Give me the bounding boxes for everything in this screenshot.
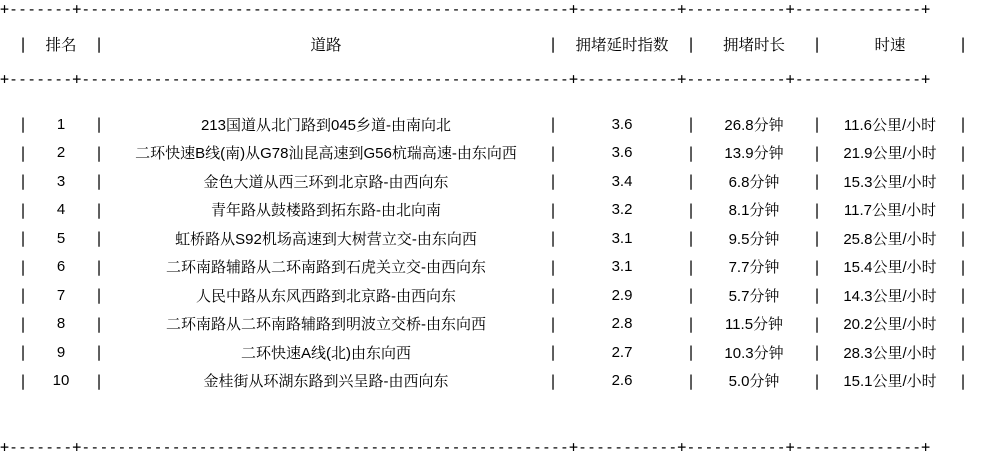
- cell-index: 2.7: [611, 343, 633, 361]
- row-separator-5: |: [958, 286, 968, 305]
- row-separator-2: |: [548, 200, 558, 219]
- rule-line-bottom: +-------+------------------------------------------------------+-----------+-----------+--------------+: [0, 438, 931, 456]
- cell-rank: 7: [56, 286, 66, 304]
- rule-line-top: +-------+------------------------------------------------------+-----------+-----------+--------------+: [0, 0, 931, 18]
- row-pad-right: [970, 310, 986, 339]
- cell-duration: 5.7分钟: [728, 287, 780, 305]
- cell-speed: 15.4公里/小时: [843, 259, 937, 277]
- row-separator-5: |: [958, 314, 968, 333]
- row-separator-1: |: [94, 143, 104, 162]
- cell-index: 3.6: [611, 115, 633, 133]
- row-separator-0: |: [18, 314, 28, 333]
- cell-rank: 1: [56, 115, 66, 133]
- cell-duration: 26.8分钟: [724, 116, 784, 134]
- row-separator-4: |: [812, 172, 822, 191]
- cell-speed: 20.2公里/小时: [843, 316, 937, 334]
- row-pad-left: [0, 139, 16, 168]
- row-pad-right: [970, 167, 986, 196]
- table-header-row: [0, 18, 986, 70]
- row-separator-0: |: [18, 172, 28, 191]
- cell-duration: 7.7分钟: [728, 259, 780, 277]
- table-row[interactable]: [0, 196, 986, 225]
- separator-4: |: [812, 35, 822, 53]
- row-pad-right: [970, 367, 986, 396]
- header-speed: 时速: [874, 37, 906, 54]
- row-separator-1: |: [94, 343, 104, 362]
- row-separator-0: |: [18, 143, 28, 162]
- cell-rank: 10: [52, 372, 70, 390]
- table-spacer: [0, 88, 986, 110]
- cell-road: 金色大道从西三环到北京路-由西向东: [203, 173, 449, 191]
- row-pad-right: [970, 139, 986, 168]
- row-separator-3: |: [686, 371, 696, 390]
- row-separator-4: |: [812, 343, 822, 362]
- table-row[interactable]: [0, 281, 986, 310]
- row-separator-5: |: [958, 115, 968, 134]
- row-separator-0: |: [18, 371, 28, 390]
- table-row[interactable]: [0, 139, 986, 168]
- row-separator-1: |: [94, 314, 104, 333]
- table-row[interactable]: [0, 367, 986, 396]
- cell-road: 二环南路辅路从二环南路到石虎关立交-由西向东: [166, 259, 486, 277]
- header-road: 道路: [310, 37, 342, 54]
- cell-duration: 11.5分钟: [724, 316, 784, 334]
- row-separator-5: |: [958, 343, 968, 362]
- separator-3: |: [686, 35, 696, 53]
- cell-index: 3.4: [611, 172, 633, 190]
- row-separator-3: |: [686, 143, 696, 162]
- cell-duration: 9.5分钟: [728, 230, 780, 248]
- row-separator-1: |: [94, 371, 104, 390]
- cell-rank: 2: [56, 144, 66, 162]
- row-separator-2: |: [548, 172, 558, 191]
- row-separator-1: |: [94, 229, 104, 248]
- row-separator-1: |: [94, 257, 104, 276]
- row-separator-0: |: [18, 286, 28, 305]
- cell-road: 虹桥路从S92机场高速到大树营立交-由东向西: [175, 230, 477, 248]
- header-pad-left: [0, 18, 16, 70]
- row-pad-left: [0, 310, 16, 339]
- cell-index: 2.9: [611, 286, 633, 304]
- row-separator-4: |: [812, 286, 822, 305]
- cell-duration: 10.3分钟: [724, 344, 784, 362]
- row-separator-5: |: [958, 172, 968, 191]
- row-separator-0: |: [18, 200, 28, 219]
- row-separator-0: |: [18, 229, 28, 248]
- table-row[interactable]: [0, 338, 986, 367]
- cell-speed: 14.3公里/小时: [843, 287, 937, 305]
- row-separator-5: |: [958, 200, 968, 219]
- row-pad-left: [0, 367, 16, 396]
- cell-road: 金桂街从环湖东路到兴呈路-由西向东: [203, 373, 449, 391]
- row-pad-right: [970, 110, 986, 139]
- row-separator-4: |: [812, 200, 822, 219]
- rule-line-header: +-------+------------------------------------------------------+-----------+-----------+--------------+: [0, 70, 931, 88]
- row-pad-left: [0, 281, 16, 310]
- cell-road: 213国道从北门路到045乡道-由南向北: [200, 116, 452, 134]
- row-separator-2: |: [548, 371, 558, 390]
- cell-speed: 11.6公里/小时: [843, 116, 937, 134]
- cell-index: 3.6: [611, 144, 633, 162]
- row-separator-2: |: [548, 286, 558, 305]
- table-row[interactable]: [0, 253, 986, 282]
- cell-index: 2.6: [611, 372, 633, 390]
- row-pad-right: [970, 281, 986, 310]
- table-bottom-rule-wrap: [0, 438, 959, 456]
- cell-road: 人民中路从东风西路到北京路-由西向东: [196, 287, 456, 305]
- row-separator-2: |: [548, 143, 558, 162]
- row-separator-4: |: [812, 229, 822, 248]
- row-separator-3: |: [686, 229, 696, 248]
- row-separator-3: |: [686, 200, 696, 219]
- row-separator-4: |: [812, 314, 822, 333]
- cell-index: 2.8: [611, 315, 633, 333]
- table-row[interactable]: [0, 110, 986, 139]
- header-index: 拥堵延时指数: [575, 37, 669, 54]
- table-top-rule: [0, 0, 986, 18]
- row-pad-left: [0, 196, 16, 225]
- row-separator-5: |: [958, 229, 968, 248]
- cell-duration: 8.1分钟: [728, 202, 780, 220]
- row-pad-right: [970, 224, 986, 253]
- row-pad-left: [0, 167, 16, 196]
- cell-rank: 9: [56, 343, 66, 361]
- row-separator-5: |: [958, 143, 968, 162]
- cell-speed: 15.3公里/小时: [843, 173, 937, 191]
- table-row[interactable]: [0, 310, 986, 339]
- cell-duration: 13.9分钟: [724, 145, 784, 163]
- cell-duration: 5.0分钟: [728, 373, 780, 391]
- cell-index: 3.1: [611, 229, 633, 247]
- row-separator-1: |: [94, 115, 104, 134]
- row-separator-2: |: [548, 115, 558, 134]
- cell-speed: 25.8公里/小时: [843, 230, 937, 248]
- row-separator-4: |: [812, 115, 822, 134]
- row-separator-0: |: [18, 115, 28, 134]
- table-header-rule: [0, 70, 986, 88]
- cell-road: 二环快速A线(北)由东向西: [241, 344, 411, 362]
- cell-road: 青年路从鼓楼路到拓东路-由北向南: [211, 202, 441, 220]
- row-separator-4: |: [812, 143, 822, 162]
- cell-rank: 4: [56, 201, 66, 219]
- row-separator-3: |: [686, 343, 696, 362]
- row-separator-0: |: [18, 257, 28, 276]
- cell-duration: 6.8分钟: [728, 173, 780, 191]
- header-rank: 排名: [45, 37, 77, 54]
- table-body: [0, 110, 986, 395]
- cell-road: 二环快速B线(南)从G78汕昆高速到G56杭瑞高速-由东向西: [135, 145, 517, 163]
- row-separator-1: |: [94, 172, 104, 191]
- row-pad-left: [0, 338, 16, 367]
- row-separator-3: |: [686, 172, 696, 191]
- row-separator-5: |: [958, 257, 968, 276]
- row-separator-3: |: [686, 257, 696, 276]
- cell-road: 二环南路从二环南路辅路到明波立交桥-由东向西: [166, 316, 486, 334]
- cell-rank: 8: [56, 315, 66, 333]
- row-pad-left: [0, 253, 16, 282]
- row-separator-0: |: [18, 343, 28, 362]
- cell-rank: 5: [56, 229, 66, 247]
- row-separator-3: |: [686, 115, 696, 134]
- cell-index: 3.2: [611, 201, 633, 219]
- cell-rank: 6: [56, 258, 66, 276]
- separator-0: |: [18, 35, 28, 53]
- row-pad-right: [970, 196, 986, 225]
- row-separator-2: |: [548, 314, 558, 333]
- row-pad-left: [0, 224, 16, 253]
- cell-speed: 21.9公里/小时: [843, 145, 937, 163]
- row-separator-4: |: [812, 257, 822, 276]
- row-separator-4: |: [812, 371, 822, 390]
- cell-index: 3.1: [611, 258, 633, 276]
- separator-5: |: [958, 35, 968, 53]
- header-duration: 拥堵时长: [722, 37, 785, 54]
- row-pad-right: [970, 338, 986, 367]
- cell-speed: 28.3公里/小时: [843, 344, 937, 362]
- spacer-cell: [0, 88, 986, 110]
- cell-speed: 15.1公里/小时: [843, 373, 937, 391]
- cell-speed: 11.7公里/小时: [843, 202, 937, 220]
- header-pad-right: [970, 18, 986, 70]
- row-separator-2: |: [548, 343, 558, 362]
- separator-1: |: [94, 35, 104, 53]
- row-separator-1: |: [94, 286, 104, 305]
- row-separator-3: |: [686, 314, 696, 333]
- cell-rank: 3: [56, 172, 66, 190]
- row-separator-2: |: [548, 257, 558, 276]
- table-row[interactable]: [0, 167, 986, 196]
- separator-2: |: [548, 35, 558, 53]
- row-separator-2: |: [548, 229, 558, 248]
- row-separator-3: |: [686, 286, 696, 305]
- row-pad-right: [970, 253, 986, 282]
- table-row[interactable]: [0, 224, 986, 253]
- row-separator-5: |: [958, 371, 968, 390]
- row-pad-left: [0, 110, 16, 139]
- row-separator-1: |: [94, 200, 104, 219]
